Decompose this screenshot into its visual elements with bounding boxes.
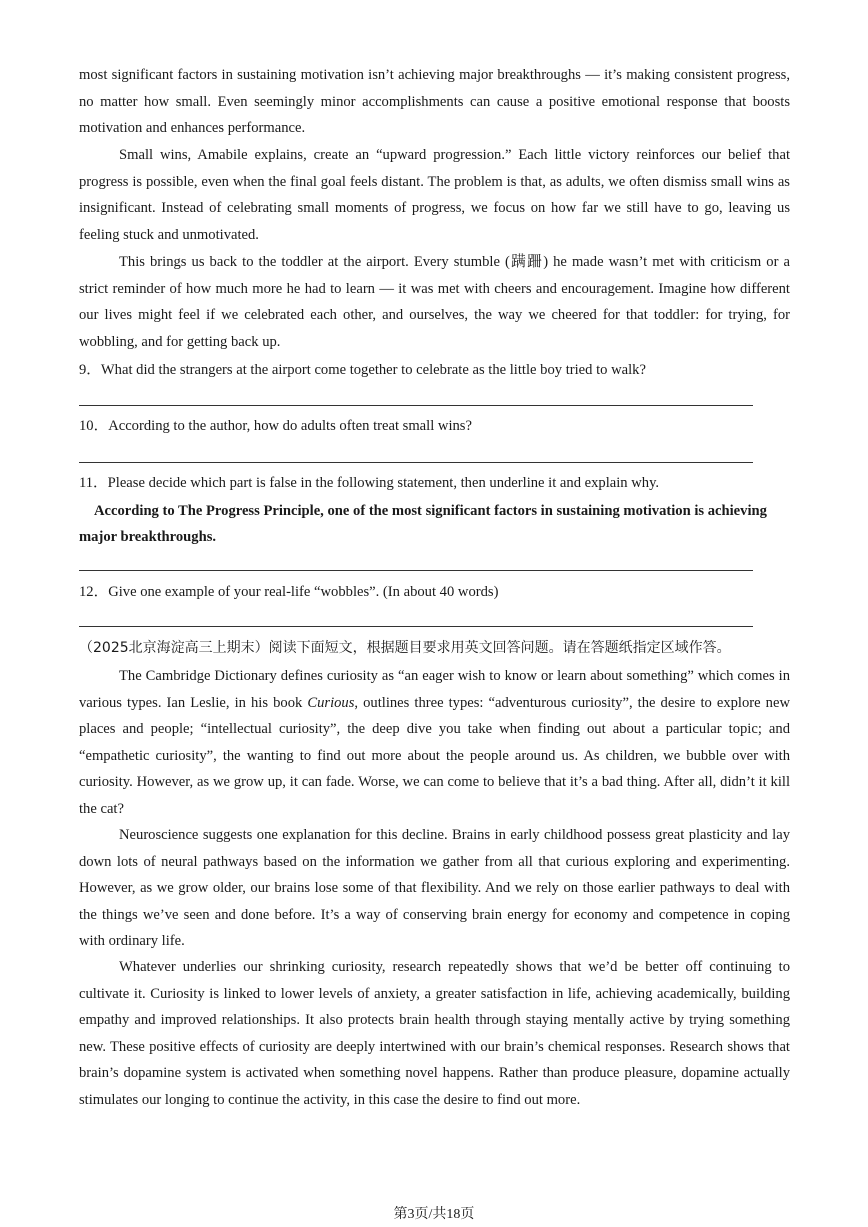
book-title: Curious (307, 694, 355, 711)
passage1-paragraph-3: This brings us back to the toddler at the airport. Every stumble (蹒跚) he made wasn’t met with criticism or a strict reminder of how much more he had to learn — it was met with cheers and encouragement. Imagine how different our lives might feel if we celebrated each other, and ourselves, the way we cheered for that toddler: for trying, for wobbling, and for getting back up. (79, 254, 790, 350)
question-11: 11．Please decide which part is false in the following statement, then underline it and explain why. (79, 475, 660, 491)
question-9: 9．What did the strangers at the airport come together to celebrate as the little boy tried to walk? (79, 362, 646, 378)
question-10: 10．According to the author, how do adults often treat small wins? (79, 418, 472, 434)
answer-line-11[interactable] (79, 570, 753, 571)
answer-line-12[interactable] (79, 626, 753, 627)
passage2-header: （2025北京海淀高三上期末）阅读下面短文，根据题目要求用英文回答问题。请在答题纸指定区域作答。 (79, 640, 731, 656)
passage2-paragraph-3: Whatever underlies our shrinking curiosity, research repeatedly shows that we’d be better off continuing to cultivate it. Curiosity is linked to lower levels of anxiety, a greater satisfaction in life, achieving academically, building empathy and improved relationships. It also protects brain health through staying mentally active by trying something new. These positive effects of curiosity are deeply intertwined with our brain’s chemical responses. Research shows that brain’s dopamine system is activated when something novel happens. Rather than produce pleasure, dopamine actually stimulates our longing to continue the activity, in this case the desire to find out more. (79, 959, 790, 1108)
passage2-paragraph-1-text-b: , outlines three types: “adventurous curiosity”, the desire to explore new places and people; “intellectual curiosity”, the deep dive you take when finding out about a particular topic; and “empathetic curiosity”, the wanting to find out more about the people around us. As children, we bubble over with curiosity. However, as we grow up, it can fade. Worse, we can come to believe that it’s a bad thing. After all, didn’t it kill the cat? (79, 694, 790, 817)
question-12: 12．Give one example of your real-life “wobbles”. (In about 40 words) (79, 584, 499, 600)
passage1-paragraph-2: Small wins, Amabile explains, create an “upward progression.” Each little victory reinforces our belief that progress is possible, even when the final goal feels distant. The problem is that, as adults, we often dismiss small wins as insignificant. Instead of celebrating small moments of progress, we focus on how far we still have to go, leaving us feeling stuck and unmotivated. (79, 147, 790, 243)
passage2-paragraph-1-text-a: The Cambridge Dictionary defines curiosity as “an eager wish to know or learn about something” which comes in various types. Ian Leslie, in his book (79, 668, 790, 711)
page-footer: 第3页/共18页 (393, 1207, 475, 1222)
answer-line-10[interactable] (79, 462, 753, 463)
question-11-statement: According to The Progress Principle, one of the most significant factors in sustaining motivation is achieving major breakthroughs. (79, 503, 767, 545)
answer-line-9[interactable] (79, 405, 753, 406)
passage2-paragraph-1 (79, 663, 790, 823)
passage1-paragraph-1: most significant factors in sustaining motivation isn’t achieving major breakthroughs — it’s making consistent progress, no matter how small. Even seemingly minor accomplishments can cause a positive emotional response that boosts motivation and enhances performance. (79, 67, 790, 137)
passage2-paragraph-2: Neuroscience suggests one explanation for this decline. Brains in early childhood possess great plasticity and lay down lots of neural pathways based on the information we gather from all that curious exploring and experimenting. However, as we grow older, our brains lose some of that flexibility. And we rely on those earlier pathways to deal with the things we’ve seen and done before. It’s a way of conserving brain energy for economy and competence in coping with ordinary life. (79, 827, 790, 950)
